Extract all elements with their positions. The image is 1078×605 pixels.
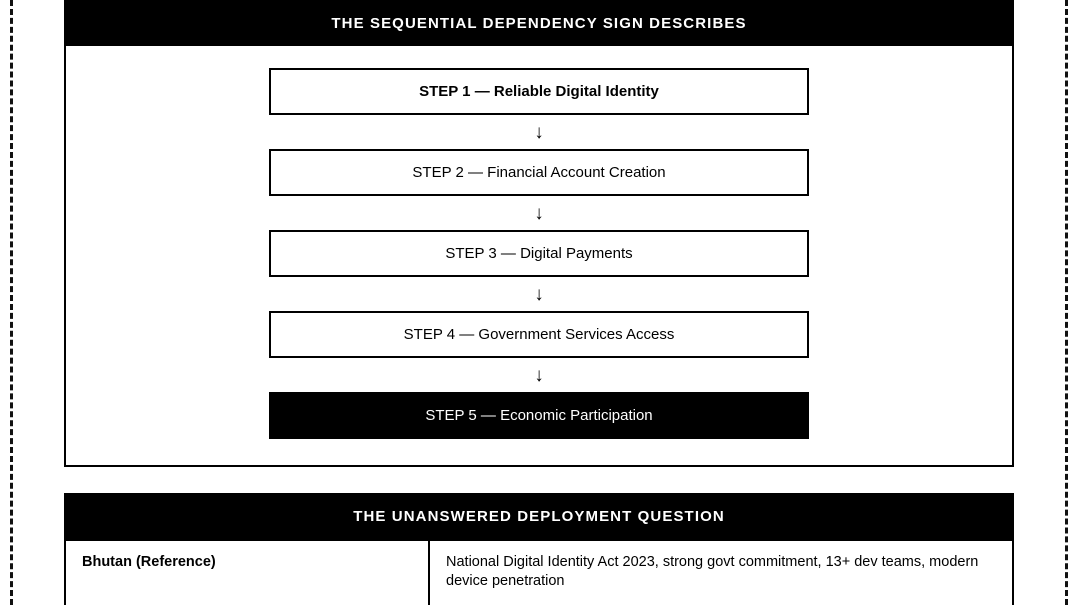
section-spacer xyxy=(64,467,1014,493)
arrow-down-icon-4: ↓ xyxy=(534,365,544,386)
table-cell-value: National Digital Identity Act 2023, strong govt commitment, 13+ dev teams, modern device penetration xyxy=(429,540,1012,605)
deployment-question-header: THE UNANSWERED DEPLOYMENT QUESTION xyxy=(66,495,1012,539)
page-border-right xyxy=(1065,0,1068,605)
flow-step-3: STEP 3 — Digital Payments xyxy=(269,230,809,277)
arrow-down-icon-3: ↓ xyxy=(534,284,544,305)
page-border-left xyxy=(10,0,13,605)
table-row xyxy=(66,540,1012,605)
sequential-dependency-body xyxy=(66,46,1012,465)
arrow-down-icon-1: ↓ xyxy=(534,122,544,143)
deployment-question-table xyxy=(66,539,1012,605)
arrow-down-icon-2: ↓ xyxy=(534,203,544,224)
sequential-dependency-header: THE SEQUENTIAL DEPENDENCY SIGN DESCRIBES xyxy=(66,2,1012,46)
page-content xyxy=(64,0,1014,605)
deployment-question-panel xyxy=(64,493,1014,605)
flow-step-4: STEP 4 — Government Services Access xyxy=(269,311,809,358)
table-cell-label: Bhutan (Reference) xyxy=(66,540,429,605)
flow-step-5: STEP 5 — Economic Participation xyxy=(269,392,809,439)
sequential-dependency-panel xyxy=(64,0,1014,467)
flow-step-2: STEP 2 — Financial Account Creation xyxy=(269,149,809,196)
flow-step-1: STEP 1 — Reliable Digital Identity xyxy=(269,68,809,115)
step-flow xyxy=(66,68,1012,439)
